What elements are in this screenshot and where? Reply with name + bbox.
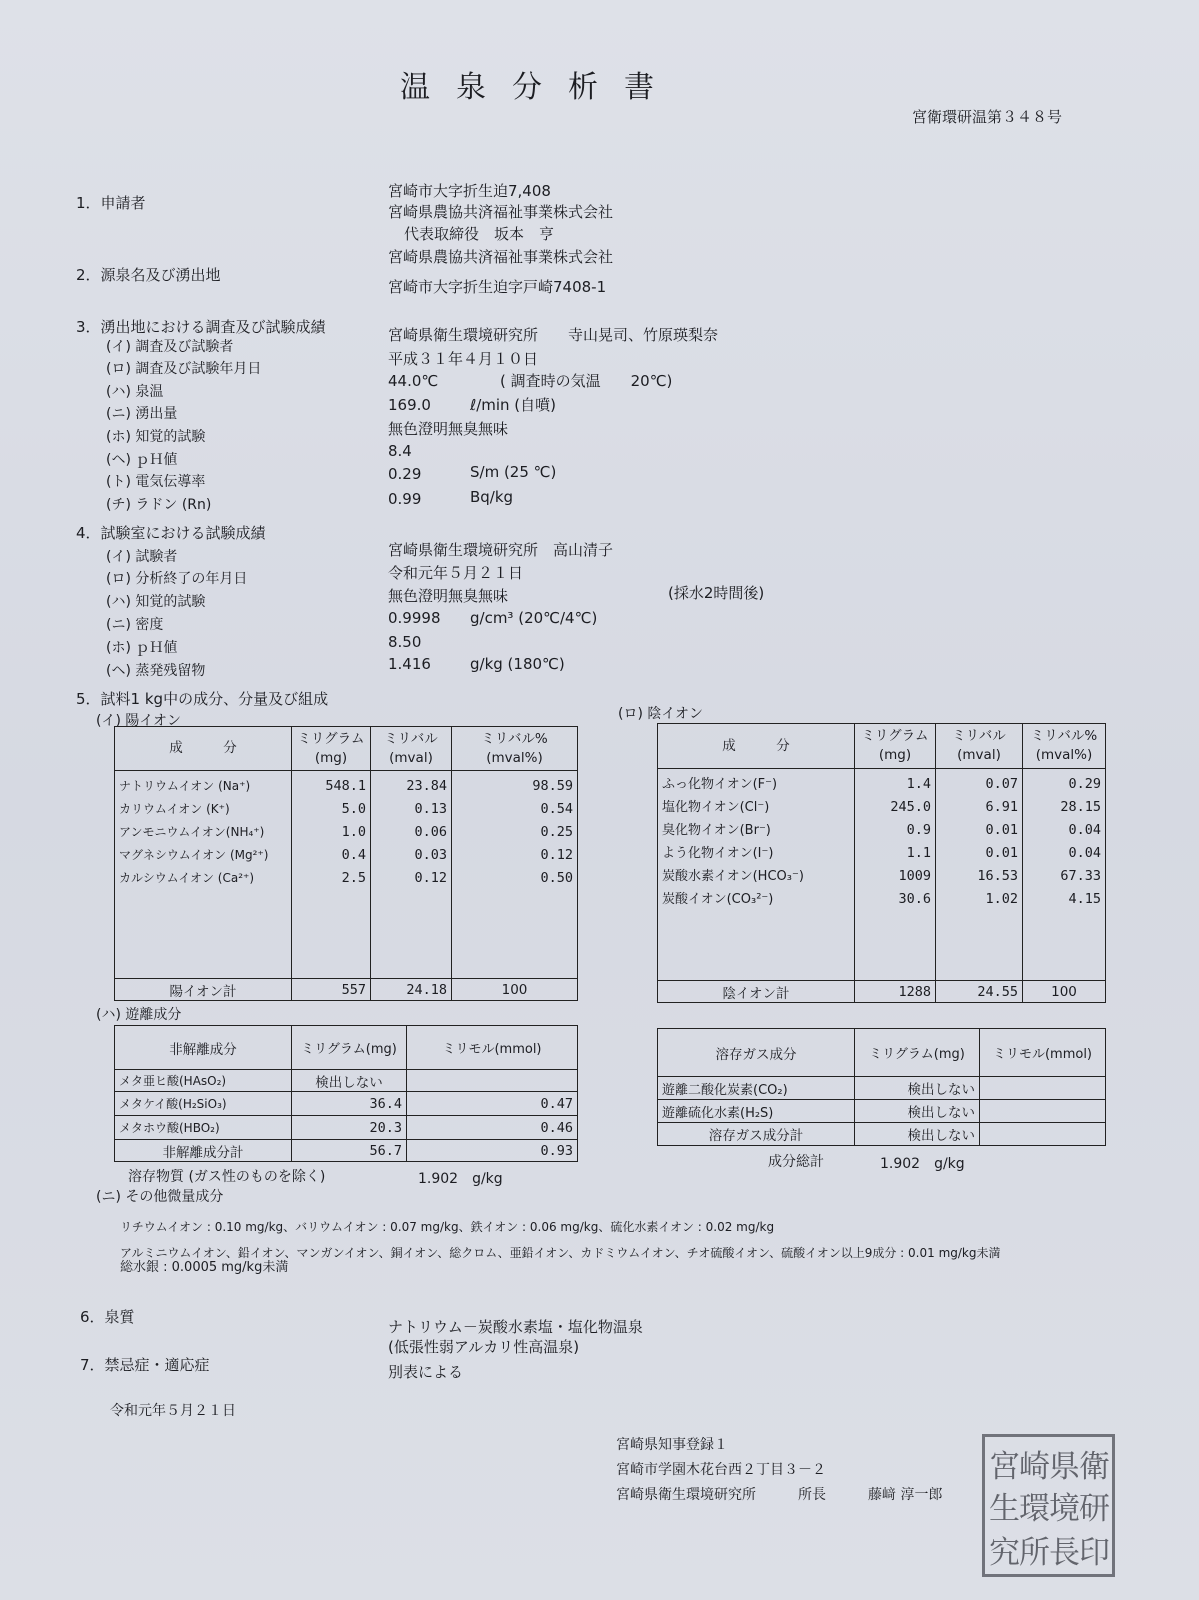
gas-total-mg: 検出しない (855, 1123, 980, 1146)
grand-total-value: 1.902 g/kg (880, 1156, 965, 1172)
nondiss-row-mmol: 0.46 (407, 1116, 578, 1140)
onsite-row-key: (ロ) 調査及び試験年月日 (106, 361, 262, 377)
anion-total-mval: 24.55 (936, 981, 1023, 1003)
col-mg-label: ミリグラム (297, 730, 365, 747)
section-onsite-label: 3．湧出地における調査及び試験成績 (76, 318, 326, 336)
anion-pct: 0.29 (1068, 776, 1101, 792)
col-mval-label: ミリバル (952, 728, 1006, 744)
onsite-row-key: (イ) 調査及び試験者 (106, 339, 234, 355)
col-pct-unit: (mval%) (1035, 747, 1093, 763)
gas-total-mmol (980, 1123, 1106, 1146)
lab-row-value: 8.50 (388, 633, 422, 651)
cation-mval: 0.03 (414, 847, 447, 863)
onsite-row-value: 無色澄明無臭無味 (388, 420, 509, 438)
col-pct (452, 727, 578, 771)
anion-mval: 6.91 (985, 799, 1018, 815)
cation-mg: 1.0 (341, 824, 366, 840)
nondiss-col-name: 非解離成分 (115, 1026, 292, 1070)
nondiss-row-mg: 検出しない (292, 1070, 407, 1092)
applicant-representative: 代表取締役 坂本 亨 (404, 225, 555, 243)
section-source-label: 2．源泉名及び湧出地 (76, 266, 221, 284)
cation-mval: 0.13 (414, 801, 447, 817)
cation-mg: 548.1 (325, 778, 366, 794)
cation-mg: 2.5 (341, 870, 366, 886)
trace-line: 総水銀 : 0.0005 mg/kg未満 (120, 1260, 289, 1275)
col-mval-unit: (mval) (957, 747, 1001, 763)
lab-row-key: (ホ) ｐＨ値 (106, 640, 178, 656)
source-name: 宮崎県農協共済福祉事業株式会社 (388, 248, 614, 266)
cation-name: マグネシウムイオン (Mg²⁺) (119, 848, 269, 862)
onsite-row-value: 8.4 (388, 442, 412, 460)
trace-line: リチウムイオン : 0.10 mg/kg、バリウムイオン : 0.07 mg/kg、鉄イオン : 0.06 mg/kg、硫化水素イオン : 0.02 mg/kg (120, 1220, 775, 1234)
issue-date: 令和元年５月２１日 (110, 1403, 236, 1419)
anion-name: 炭酸水素イオン(HCO₃⁻) (662, 869, 804, 884)
nondiss-col-mmol: ミリモル(mmol) (407, 1026, 578, 1070)
spring-quality-note: (低張性弱アルカリ性高温泉) (388, 1338, 580, 1356)
applicant-company: 宮崎県農協共済福祉事業株式会社 (388, 203, 614, 221)
applicant-address: 宮崎市大字折生迫7,408 (388, 182, 551, 200)
cation-name: ナトリウムイオン (Na⁺) (119, 779, 251, 793)
nondiss-row-name: メタ亜ヒ酸(HAsO₂) (115, 1070, 292, 1092)
cation-pct: 98.59 (532, 778, 573, 794)
nondiss-total-mmol: 0.93 (407, 1140, 578, 1162)
anion-mval: 0.01 (985, 845, 1018, 861)
anion-pct: 4.15 (1068, 891, 1101, 907)
anion-mg: 245.0 (890, 799, 931, 815)
onsite-row-key: (ニ) 湧出量 (106, 406, 178, 422)
section-indications-label: 7．禁忌症・適応症 (80, 1356, 210, 1374)
anion-mval-values (936, 769, 1023, 981)
cation-mval: 0.06 (414, 824, 447, 840)
section-composition-label: 5．試料1 kg中の成分、分量及び組成 (76, 690, 329, 708)
spring-quality: ナトリウム－炭酸水素塩・塩化物温泉 (388, 1318, 643, 1336)
issuer-registration: 宮崎県知事登録１ (616, 1437, 728, 1453)
cation-total-mg: 557 (292, 979, 371, 1001)
nondiss-row-mmol: 0.47 (407, 1092, 578, 1116)
onsite-row-value: 0.29 (388, 465, 422, 483)
col-mval-label: ミリバル (384, 730, 438, 747)
cation-mval-values (371, 771, 452, 979)
onsite-row-key: (チ) ラドン (Rn) (106, 497, 212, 513)
col-pct (1023, 724, 1106, 769)
anion-name: 炭酸イオン(CO₃²⁻) (662, 892, 774, 907)
cation-mval: 0.12 (414, 870, 447, 886)
anion-total-label: 陰イオン計 (658, 981, 855, 1003)
lab-row-key: (ニ) 密度 (106, 617, 164, 633)
cation-total-pct: 100 (452, 979, 578, 1001)
trace-line: アルミニウムイオン、鉛イオン、マンガンイオン、銅イオン、総クロム、亜鉛イオン、カドミウムイオン、チオ硫酸イオン、硫酸イオン以上9成分 : 0.01 mg/kg未満 (120, 1246, 1001, 1260)
issuer-name: 宮崎県衛生環境研究所 所長 藤﨑 淳一郎 (616, 1487, 943, 1503)
dissolved-gas-table (657, 1028, 1106, 1146)
onsite-row-key: (ト) 電気伝導率 (106, 474, 206, 490)
anion-name: ふっ化物イオン(F⁻) (662, 777, 778, 792)
lab-row-key: (ロ) 分析終了の年月日 (106, 571, 248, 587)
anion-label: (ロ) 陰イオン (618, 706, 703, 722)
document-number: 宮衛環研温第３４８号 (912, 108, 1063, 126)
anion-table (657, 723, 1106, 1003)
lab-row-unit: (採水2時間後) (668, 584, 765, 602)
cation-mg: 0.4 (341, 847, 366, 863)
onsite-row-value: 169.0 (388, 396, 431, 414)
dissolved-matter-value: 1.902 g/kg (418, 1171, 503, 1187)
onsite-row-unit: ( 調査時の気温 20℃) (500, 372, 673, 390)
col-pct-label: ミリバル% (1030, 728, 1098, 744)
cation-pct: 0.25 (540, 824, 573, 840)
gas-row-mmol (980, 1077, 1106, 1100)
cation-mg-values (292, 771, 371, 979)
nondiss-col-mg: ミリグラム(mg) (292, 1026, 407, 1070)
anion-name: 塩化物イオン(Cl⁻) (662, 800, 770, 815)
anion-name: 臭化物イオン(Br⁻) (662, 823, 771, 838)
section-lab-label: 4．試験室における試験成績 (76, 524, 266, 542)
lab-row-value: 0.9998 (388, 609, 441, 627)
cation-table (114, 726, 578, 1001)
cation-pct: 0.12 (540, 847, 573, 863)
nondiss-total-mg: 56.7 (292, 1140, 407, 1162)
anion-mg: 1.1 (906, 845, 931, 861)
onsite-row-value: 宮崎県衛生環境研究所 寺山晃司、竹原瑛梨奈 (388, 326, 719, 344)
col-mg (292, 727, 371, 771)
nondiss-total-label: 非解離成分計 (115, 1140, 292, 1162)
gas-col-mg: ミリグラム(mg) (855, 1029, 980, 1077)
cation-mg: 5.0 (341, 801, 366, 817)
nondiss-row-name: メタホウ酸(HBO₂) (115, 1116, 292, 1140)
col-mg (855, 724, 936, 769)
nondiss-row-mmol (407, 1070, 578, 1092)
lab-row-value: 無色澄明無臭無味 (388, 587, 509, 605)
col-mval (936, 724, 1023, 769)
gas-row-mg: 検出しない (855, 1100, 980, 1123)
dissolved-matter-label: 溶存物質 (ガス性のものを除く) (128, 1169, 326, 1185)
onsite-row-unit: Bq/kg (470, 488, 514, 506)
lab-row-unit: g/cm³ (20℃/4℃) (470, 609, 598, 627)
gas-row-mg: 検出しない (855, 1077, 980, 1100)
anion-mg: 1.4 (906, 776, 931, 792)
col-pct-label: ミリバル% (481, 730, 548, 747)
grand-total-label: 成分総計 (768, 1154, 824, 1170)
onsite-row-key: (ホ) 知覚的試験 (106, 429, 206, 445)
anion-total-mg: 1288 (855, 981, 936, 1003)
anion-pct: 0.04 (1068, 845, 1101, 861)
onsite-row-unit: S/m (25 ℃) (470, 463, 557, 481)
nondissociated-table (114, 1025, 578, 1162)
col-mval (371, 727, 452, 771)
onsite-row-value: 0.99 (388, 490, 422, 508)
lab-row-unit: g/kg (180℃) (470, 655, 565, 673)
document-title: 温泉分析書 (400, 70, 680, 105)
col-component: 成 分 (115, 727, 292, 771)
issuer-address: 宮崎市学園木花台西２丁目３－２ (616, 1462, 826, 1478)
section-applicant-label: 1．申請者 (76, 194, 146, 212)
anion-total-pct: 100 (1023, 981, 1106, 1003)
official-seal: 宮崎県衛 生環境研 究所長印 (982, 1434, 1115, 1577)
free-components-label: (ハ) 遊離成分 (96, 1007, 182, 1023)
cation-names (115, 771, 292, 979)
gas-row-mmol (980, 1100, 1106, 1123)
gas-row-name: 遊離硫化水素(H₂S) (658, 1100, 855, 1123)
lab-row-key: (ハ) 知覚的試験 (106, 594, 206, 610)
lab-row-value: 宮崎県衛生環境研究所 高山清子 (388, 541, 614, 559)
anion-pct: 67.33 (1060, 868, 1101, 884)
cation-total-label: 陽イオン計 (115, 979, 292, 1001)
onsite-row-value: 平成３１年４月１０日 (388, 350, 539, 368)
gas-col-mmol: ミリモル(mmol) (980, 1029, 1106, 1077)
section-quality-label: 6．泉質 (80, 1308, 135, 1326)
onsite-row-key: (ヘ) ｐＨ値 (106, 452, 178, 468)
anion-mval: 0.07 (985, 776, 1018, 792)
nondiss-row-mg: 36.4 (292, 1092, 407, 1116)
gas-col-name: 溶存ガス成分 (658, 1029, 855, 1077)
gas-total-label: 溶存ガス成分計 (658, 1123, 855, 1146)
anion-pct: 0.04 (1068, 822, 1101, 838)
anion-mval: 1.02 (985, 891, 1018, 907)
cation-pct-values (452, 771, 578, 979)
lab-row-key: (ヘ) 蒸発残留物 (106, 663, 206, 679)
anion-names (658, 769, 855, 981)
anion-mg-values (855, 769, 936, 981)
onsite-row-key: (ハ) 泉温 (106, 384, 164, 400)
source-location: 宮崎市大字折生迫字戸崎7408-1 (388, 278, 607, 296)
cation-name: アンモニウムイオン(NH₄⁺) (119, 825, 265, 839)
lab-row-key: (イ) 試験者 (106, 549, 178, 565)
cation-pct: 0.54 (540, 801, 573, 817)
col-component: 成 分 (658, 724, 855, 769)
trace-components-label: (ニ) その他微量成分 (96, 1189, 224, 1205)
indications-value: 別表による (388, 1363, 464, 1381)
nondiss-row-name: メタケイ酸(H₂SiO₃) (115, 1092, 292, 1116)
lab-row-value: 1.416 (388, 655, 431, 673)
nondiss-row-mg: 20.3 (292, 1116, 407, 1140)
anion-pct-values (1023, 769, 1106, 981)
cation-label: (イ) 陽イオン (96, 713, 181, 729)
anion-name: よう化物イオン(I⁻) (662, 846, 774, 861)
gas-row-name: 遊離二酸化炭素(CO₂) (658, 1077, 855, 1100)
cation-name: カリウムイオン (K⁺) (119, 802, 230, 816)
anion-mg: 1009 (898, 868, 931, 884)
col-mg-label: ミリグラム (861, 728, 929, 744)
col-mval-unit: (mval) (389, 749, 433, 766)
lab-row-value: 令和元年５月２１日 (388, 564, 524, 582)
col-pct-unit: (mval%) (486, 749, 543, 766)
col-mg-unit: (mg) (314, 749, 348, 766)
cation-mval: 23.84 (406, 778, 447, 794)
anion-mg: 0.9 (906, 822, 931, 838)
col-mg-unit: (mg) (878, 747, 912, 763)
anion-mval: 0.01 (985, 822, 1018, 838)
anion-pct: 28.15 (1060, 799, 1101, 815)
onsite-row-unit: ℓ/min (自噴) (470, 396, 557, 414)
onsite-row-value: 44.0℃ (388, 372, 439, 390)
cation-pct: 0.50 (540, 870, 573, 886)
anion-mval: 16.53 (977, 868, 1018, 884)
cation-total-mval: 24.18 (371, 979, 452, 1001)
anion-mg: 30.6 (898, 891, 931, 907)
cation-name: カルシウムイオン (Ca²⁺) (119, 871, 255, 885)
